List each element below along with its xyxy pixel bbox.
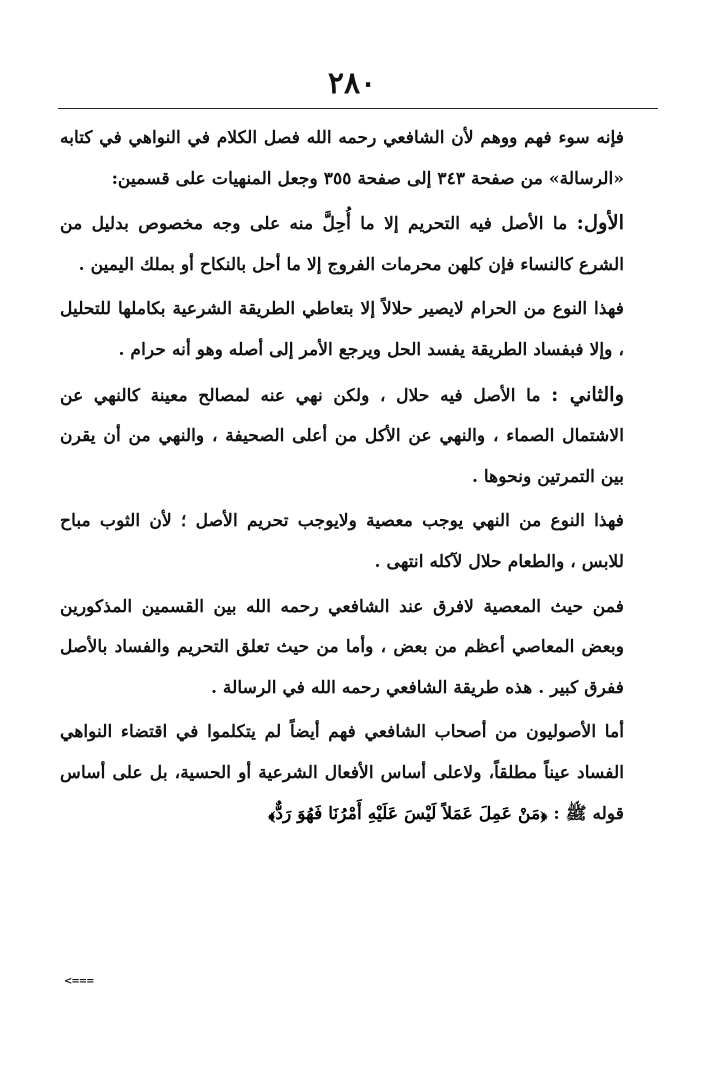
paragraph: فمن حيث المعصية لافرق عند الشافعي رحمه الله بين القسمين المذكورين وبعض المعاصي أعظم من بعض ، وأما من حيث تعلق التحريم والفساد بالأصل ففرق كبير . هذه طريقة الشافعي رحمه الله في الرسالة . <box>60 596 624 698</box>
header-rule <box>58 108 658 109</box>
paragraph-lead: والثاني : <box>551 382 624 406</box>
body-text <box>60 118 624 838</box>
paragraph: فإنه سوء فهم ووهم لأن الشافعي رحمه الله فصل الكلام في النواهي في كتابه «الرسالة» من صفحة ٣٤٣ إلى صفحة ٣٥٥ وجعل المنهيات على قسمين: <box>60 128 624 189</box>
paragraph-text: أما الأصوليون من أصحاب الشافعي فهم أيضاً لم يتكلموا في اقتضاء النواهي الفساد عيناً مطلقاً، ولاعلى أساس الأفعال الشرعية أو الحسية، بل على أساس قوله ﷺ : <box>60 722 624 824</box>
paragraph <box>60 712 624 834</box>
page-number: ٢٨٠ <box>327 66 377 101</box>
hadith-quote: ﴿مَنْ عَمِلَ عَمَلاً لَيْسَ عَلَيْهِ أَمْرُنَا فَهُوَ رَدٌّ﴾ <box>268 803 548 824</box>
paragraph-text: ما الأصل فيه التحريم إلا ما أُحِلَّ منه على وجه مخصوص بدليل من الشرع كالنساء فإن كلهن محرمات الفروج إلا ما أحل بالنكاح أو بملك اليمين . <box>60 214 624 275</box>
paragraph <box>60 375 624 498</box>
paragraph-text: ما الأصل فيه حلال ، ولكن نهي عنه لمصالح معينة كالنهي عن الاشتمال الصماء ، والنهي عن الأكل من أعلى الصحيفة ، والنهي من أن يقرن بين التمرتين ونحوها . <box>60 385 624 487</box>
paragraph-lead: الأول: <box>576 211 624 235</box>
paragraph <box>60 203 624 285</box>
paragraph: فهذا النوع من الحرام لايصير حلالاً إلا بتعاطي الطريقة الشرعية بكاملها للتحليل ، وإلا فبفساد الطريقة يفسد الحل ويرجع الأمر إلى أصله وهو أنه حرام . <box>60 299 624 360</box>
continuation-mark: <=== <box>64 976 94 987</box>
paragraph: فهذا النوع من النهي يوجب معصية ولايوجب تحريم الأصل ؛ لأن الثوب مباح للابس ، والطعام حلال لآكله انتهى . <box>60 511 624 572</box>
